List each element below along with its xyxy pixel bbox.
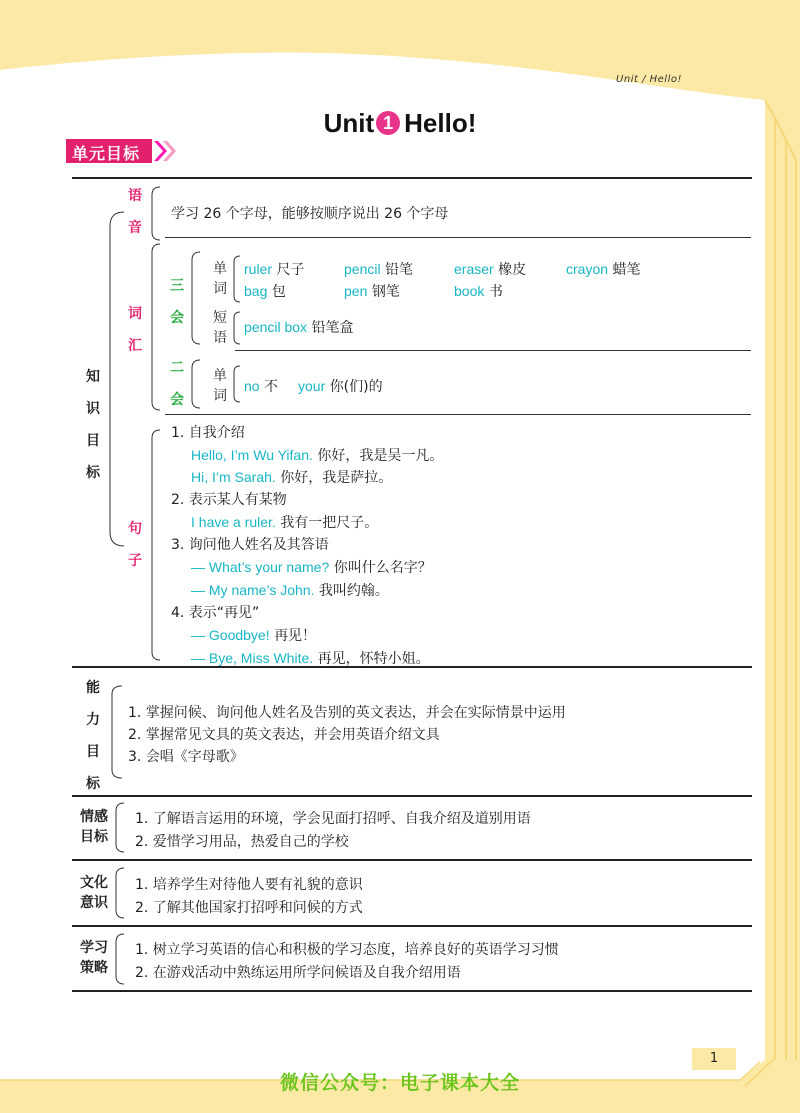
word-zh: 铅笔 [385,262,414,278]
ability-item: 3. 会唱《字母歌》 [128,749,244,765]
word-item [298,376,383,396]
strategy-label-line: 策略 [80,960,108,976]
word-zh: 包 [271,284,286,300]
sentence-en: — What’s your name? [191,559,330,575]
words-label-char: 词 [213,388,227,404]
three-level-label-char: 三 [170,278,184,294]
word-en: your [298,378,326,394]
sentence-zh: 我叫约翰。 [318,583,389,599]
phrase-en: pencil box [244,319,308,335]
word-zh: 钢笔 [371,284,400,300]
phrase-zh: 铅笔盒 [311,320,354,336]
phrases-label-char: 短 [213,310,227,326]
sentence-heading: 4. 表示“再见” [171,605,260,621]
word-zh: 蜡笔 [612,262,641,278]
culture-label-line: 意识 [80,895,108,911]
sentence-zh: 我有一把尺子。 [280,515,379,531]
sentence-heading: 2. 表示某人有某物 [171,492,287,508]
ability-item: 1. 掌握问候、询问他人姓名及告别的英文表达，并会在实际情景中运用 [128,705,566,721]
sentence-heading: 3. 询问他人姓名及其答语 [171,537,329,553]
phonics-label [126,180,144,244]
word-en: ruler [244,261,273,277]
words-label-char: 单 [213,261,227,277]
sentence-line [191,580,389,600]
sentence-zh: 你叫什么名字？ [333,560,432,576]
title-suffix: Hello! [404,108,477,138]
page-number: 1 [692,1048,736,1070]
phrases-label-char: 语 [213,330,227,346]
knowledge-label-char: 标 [86,465,100,481]
word-zh: 尺子 [276,262,305,278]
running-header: Unit / Hello! [616,74,682,85]
word-item [454,281,503,301]
vocab-label-char: 词 [128,306,142,322]
strategy-label-line: 学习 [80,940,108,956]
sentence-zh: 再见，怀特小姐。 [317,651,430,667]
three-level-label [168,270,186,334]
culture-item: 2. 了解其他国家打招呼和问候的方式 [135,900,363,916]
word-zh: 不 [264,379,279,395]
sentence-line [191,557,432,577]
word-en: eraser [454,261,494,277]
sentence-line [191,467,392,487]
sentence-zh: 再见！ [274,628,317,644]
word-item [244,376,278,396]
sentences-label [126,513,144,577]
word-en: pencil [344,261,381,277]
phrase-item [244,317,354,337]
sentence-line [191,625,316,645]
sentence-en: — Bye, Miss White. [191,650,314,666]
word-en: book [454,283,485,299]
culture-label-line: 文化 [80,875,108,891]
knowledge-label-char: 知 [86,369,100,385]
strategy-item: 2. 在游戏活动中熟练运用所学问候语及自我介绍用语 [135,965,461,981]
sentence-line [191,445,443,465]
ability-item: 2. 掌握常见文具的英文表达，并会用英语介绍文具 [128,727,440,743]
two-words-label [211,366,229,406]
emotion-label-line: 目标 [80,829,108,845]
phonics-label-char: 音 [128,220,142,236]
sentence-line [191,512,378,532]
ability-label [84,672,102,800]
culture-item: 1. 培养学生对待他人要有礼貌的意识 [135,877,363,893]
vocab-label-char: 汇 [128,338,142,354]
word-en: crayon [566,261,609,277]
knowledge-label-char: 识 [86,401,100,417]
sentence-en: — My name’s John. [191,582,315,598]
knowledge-label-char: 目 [86,433,100,449]
word-item [566,259,640,279]
emotion-item: 2. 爱惜学习用品，热爱自己的学校 [135,834,349,850]
emotion-label-line: 情感 [80,809,108,825]
word-en: no [244,378,260,394]
culture-label [78,873,110,913]
sentence-en: I have a ruler. [191,514,276,530]
word-zh: 书 [488,284,503,300]
three-level-label-char: 会 [170,310,184,326]
unit-number-badge: 1 [376,111,400,135]
words-label-char: 词 [213,281,227,297]
strategy-item: 1. 树立学习英语的信心和积极的学习态度，培养良好的英语学习习惯 [135,942,559,958]
sentences-label-char: 子 [128,553,142,569]
word-item [344,259,413,279]
sentence-zh: 你好，我是吴一凡。 [317,448,444,464]
ability-label-char: 标 [86,776,100,792]
phonics-label-char: 语 [128,188,142,204]
sentence-en: Hello, I’m Wu Yifan. [191,447,313,463]
word-en: pen [344,283,368,299]
two-level-label-char: 二 [170,360,184,376]
title-prefix: Unit [323,108,375,138]
emotion-label [78,807,110,847]
two-level-label [168,352,186,416]
sentence-en: Hi, I’m Sarah. [191,469,276,485]
word-item [454,259,526,279]
sentence-heading: 1. 自我介绍 [171,425,245,441]
word-zh: 你(们)的 [329,379,383,395]
emotion-item: 1. 了解语言运用的环境，学会见面打招呼、自我介绍及道别用语 [135,811,531,827]
knowledge-label [84,361,102,489]
word-item [244,281,286,301]
ability-label-char: 能 [86,680,100,696]
word-en: bag [244,283,268,299]
section-tag-label: 单元目标 [72,144,141,163]
two-level-label-char: 会 [170,392,184,408]
phonics-text: 学习 26 个字母，能够按顺序说出 26 个字母 [171,206,449,222]
sentence-line [191,648,430,668]
vocab-label [126,298,144,362]
word-item [244,259,304,279]
phrases-label [211,308,229,348]
sentence-zh: 你好，我是萨拉。 [280,470,393,486]
word-item [344,281,400,301]
sentences-label-char: 句 [128,521,142,537]
ability-label-char: 目 [86,744,100,760]
words-label [211,259,229,299]
footer-watermark: 微信公众号：电子课本大全 [279,1072,520,1094]
sentence-en: — Goodbye! [191,627,270,643]
strategy-label [78,938,110,978]
words-label-char: 单 [213,368,227,384]
word-zh: 橡皮 [498,262,527,278]
ability-label-char: 力 [86,712,100,728]
